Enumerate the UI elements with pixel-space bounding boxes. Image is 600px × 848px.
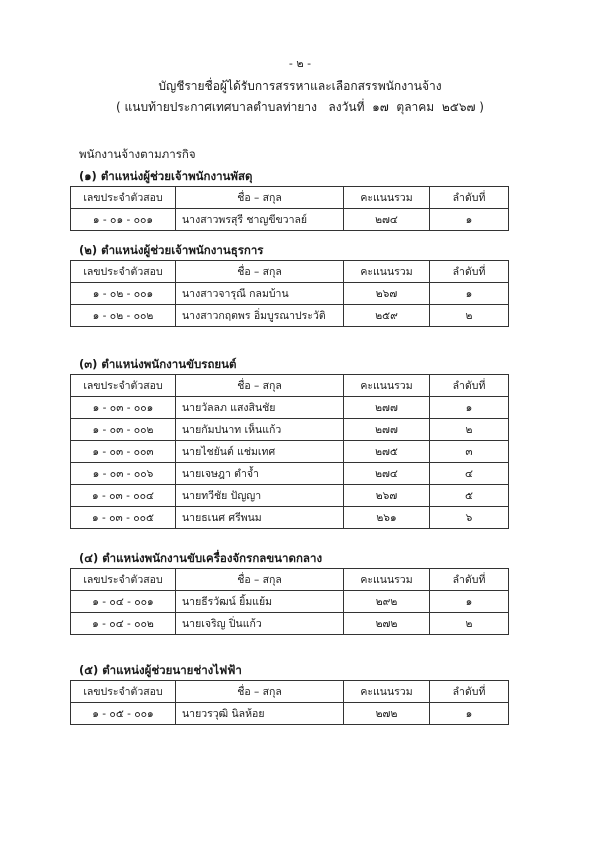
page-number: - ๒ - <box>288 57 312 70</box>
rank-cell: ๕ <box>430 485 509 507</box>
rank-cell: ๔ <box>430 463 509 485</box>
name-header: ชื่อ – สกุล <box>176 261 344 283</box>
document-title: บัญชีรายชื่อผู้ได้รับการสรรหาและเลือกสรรพนักงานจ้าง <box>158 79 442 93</box>
name-header: ชื่อ – สกุล <box>176 187 344 209</box>
rank-cell: ๒ <box>430 613 509 635</box>
table-row <box>71 507 509 529</box>
table-row <box>71 209 509 231</box>
rank-header: ลำดับที่ <box>430 681 509 703</box>
table-header-row <box>71 569 509 591</box>
score-cell: ๒๖๗ <box>344 283 430 305</box>
results-table <box>70 680 509 725</box>
name-cell: นางสาวจารุณี กลมบ้าน <box>176 283 344 305</box>
exam-id-cell: ๑ - ๐๓ - ๐๐๑ <box>71 397 176 419</box>
exam-id-cell: ๑ - ๐๕ - ๐๐๑ <box>71 703 176 725</box>
section-title: (๕) ตำแหน่งผู้ช่วยนายช่างไฟฟ้า <box>79 663 242 677</box>
score-cell: ๒๕๙ <box>344 305 430 327</box>
table-row <box>71 613 509 635</box>
table-row <box>71 441 509 463</box>
score-cell: ๒๗๕ <box>344 441 430 463</box>
name-header: ชื่อ – สกุล <box>176 681 344 703</box>
exam-id-cell: ๑ - ๐๔ - ๐๐๒ <box>71 613 176 635</box>
position-section <box>70 548 508 635</box>
score-cell: ๒๗๔ <box>344 463 430 485</box>
section-title: (๔) ตำแหน่งพนักงานขับเครื่องจักรกลขนาดกลาง <box>79 551 323 565</box>
rank-header: ลำดับที่ <box>430 261 509 283</box>
score-cell: ๒๖๑ <box>344 507 430 529</box>
rank-cell: ๖ <box>430 507 509 529</box>
table-row <box>71 703 509 725</box>
exam-id-cell: ๑ - ๐๓ - ๐๐๕ <box>71 507 176 529</box>
name-cell: นายไชยันต์ แช่มเทศ <box>176 441 344 463</box>
name-cell: นายธีรวัฒน์ ยิ้มแย้ม <box>176 591 344 613</box>
exam-id-cell: ๑ - ๐๔ - ๐๐๑ <box>71 591 176 613</box>
name-header: ชื่อ – สกุล <box>176 569 344 591</box>
position-section <box>70 660 508 725</box>
exam-id-header: เลขประจำตัวสอบ <box>71 187 176 209</box>
score-cell: ๒๗๒ <box>344 613 430 635</box>
exam-id-header: เลขประจำตัวสอบ <box>71 681 176 703</box>
rank-cell: ๑ <box>430 703 509 725</box>
table-row <box>71 419 509 441</box>
rank-cell: ๒ <box>430 305 509 327</box>
table-row <box>71 485 509 507</box>
score-cell: ๒๗๔ <box>344 209 430 231</box>
name-cell: นายทวีชัย ปัญญา <box>176 485 344 507</box>
position-section <box>70 240 508 327</box>
score-cell: ๒๗๗ <box>344 419 430 441</box>
exam-id-header: เลขประจำตัวสอบ <box>71 375 176 397</box>
score-cell: ๒๗๒ <box>344 703 430 725</box>
name-cell: นายกัมปนาท เห็นแก้ว <box>176 419 344 441</box>
rank-cell: ๑ <box>430 209 509 231</box>
table-row <box>71 397 509 419</box>
exam-id-cell: ๑ - ๐๒ - ๐๐๑ <box>71 283 176 305</box>
rank-cell: ๑ <box>430 397 509 419</box>
name-cell: นายวรวุฒิ นิลห้อย <box>176 703 344 725</box>
section-title: (๒) ตำแหน่งผู้ช่วยเจ้าพนักงานธุรการ <box>79 243 264 257</box>
table-row <box>71 591 509 613</box>
exam-id-cell: ๑ - ๐๓ - ๐๐๓ <box>71 441 176 463</box>
score-header: คะแนนรวม <box>344 261 430 283</box>
table-header-row <box>71 261 509 283</box>
exam-id-cell: ๑ - ๐๒ - ๐๐๒ <box>71 305 176 327</box>
table-row <box>71 283 509 305</box>
section-title: (๓) ตำแหน่งพนักงานขับรถยนต์ <box>79 357 237 371</box>
rank-cell: ๑ <box>430 283 509 305</box>
rank-cell: ๒ <box>430 419 509 441</box>
employee-category: พนักงานจ้างตามภารกิจ <box>79 147 196 161</box>
exam-id-cell: ๑ - ๐๓ - ๐๐๒ <box>71 419 176 441</box>
section-title: (๑) ตำแหน่งผู้ช่วยเจ้าพนักงานพัสดุ <box>79 169 253 183</box>
rank-header: ลำดับที่ <box>430 375 509 397</box>
rank-header: ลำดับที่ <box>430 187 509 209</box>
rank-header: ลำดับที่ <box>430 569 509 591</box>
score-header: คะแนนรวม <box>344 187 430 209</box>
name-cell: นายเจริญ ปิ่นแก้ว <box>176 613 344 635</box>
name-cell: นายธเนศ ศรีพนม <box>176 507 344 529</box>
document-subtitle: ( แนบท้ายประกาศเทศบาลตำบลท่ายาง ลงวันที่ ๑๗ ตุลาคม ๒๕๖๗ ) <box>116 100 484 114</box>
results-table <box>70 374 509 529</box>
table-header-row <box>71 681 509 703</box>
name-cell: นางสาวพรสุรี ชาญขีขวาลย์ <box>176 209 344 231</box>
name-cell: นายวัลลภ แสงสินชัย <box>176 397 344 419</box>
exam-id-cell: ๑ - ๐๓ - ๐๐๖ <box>71 463 176 485</box>
name-header: ชื่อ – สกุล <box>176 375 344 397</box>
rank-cell: ๑ <box>430 591 509 613</box>
name-cell: นายเจษฎา ตำจ้ำ <box>176 463 344 485</box>
position-section <box>70 354 508 529</box>
results-table <box>70 568 509 635</box>
table-header-row <box>71 187 509 209</box>
score-header: คะแนนรวม <box>344 375 430 397</box>
table-row <box>71 305 509 327</box>
rank-cell: ๓ <box>430 441 509 463</box>
exam-id-cell: ๑ - ๐๓ - ๐๐๔ <box>71 485 176 507</box>
results-table <box>70 260 509 327</box>
score-cell: ๒๙๒ <box>344 591 430 613</box>
score-cell: ๒๗๗ <box>344 397 430 419</box>
position-section <box>70 166 508 231</box>
exam-id-header: เลขประจำตัวสอบ <box>71 261 176 283</box>
score-header: คะแนนรวม <box>344 681 430 703</box>
exam-id-header: เลขประจำตัวสอบ <box>71 569 176 591</box>
exam-id-cell: ๑ - ๐๑ - ๐๐๑ <box>71 209 176 231</box>
table-header-row <box>71 375 509 397</box>
name-cell: นางสาวกฤตพร อิ่มบูรณาประวัติ <box>176 305 344 327</box>
results-table <box>70 186 509 231</box>
score-cell: ๒๖๗ <box>344 485 430 507</box>
table-row <box>71 463 509 485</box>
score-header: คะแนนรวม <box>344 569 430 591</box>
